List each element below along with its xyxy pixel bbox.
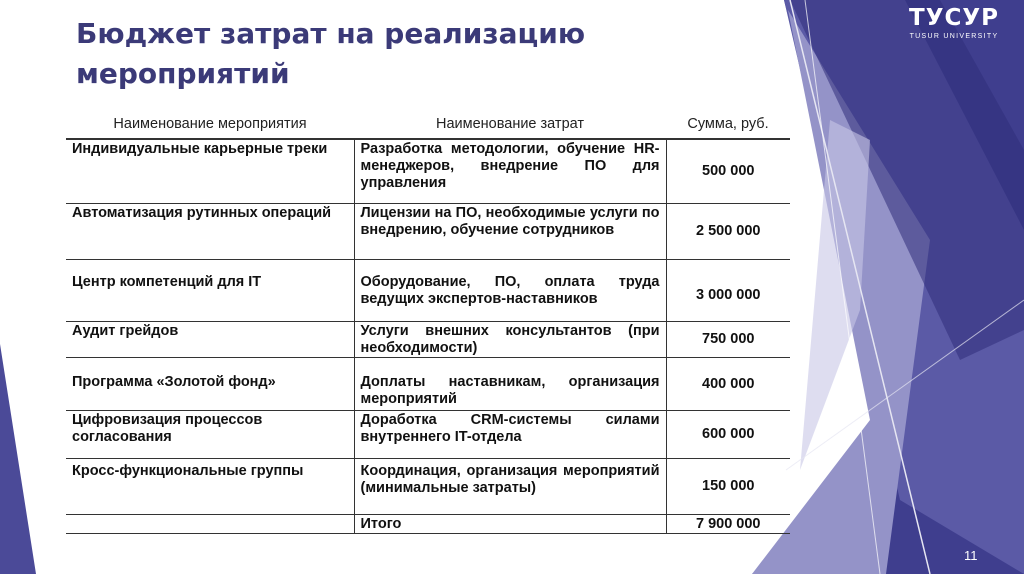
header-event: Наименование мероприятия [66, 110, 354, 139]
table-row [66, 458, 790, 514]
slide-title: Бюджет затрат на реализацию мероприятий [76, 17, 586, 90]
left-corner-triangle [0, 344, 36, 574]
costs-cell: Доработка CRM-системы силами внутреннего IT-отдела [354, 410, 666, 458]
page-number: 11 [964, 548, 978, 563]
event-cell: Автоматизация рутинных операций [66, 203, 354, 259]
costs-cell: Координация, организация мероприятий (минимальные затраты) [354, 458, 666, 514]
event-cell: Центр компетенций для IT [66, 259, 354, 321]
table-row [66, 410, 790, 458]
total-label-cell: Итого [354, 514, 666, 533]
university-logo [898, 4, 1010, 41]
costs-cell: Оборудование, ПО, оплата труда ведущих экспертов-наставников [354, 259, 666, 321]
table-row [66, 357, 790, 410]
table-header-row [66, 110, 790, 139]
amount-cell: 150 000 [666, 458, 790, 514]
amount-cell: 750 000 [666, 321, 790, 357]
table-row [66, 321, 790, 357]
event-cell: Аудит грейдов [66, 321, 354, 357]
logo-sub-text: TUSUR UNIVERSITY [909, 33, 999, 40]
amount-cell: 2 500 000 [666, 203, 790, 259]
costs-cell: Доплаты наставникам, организация мероприятий [354, 357, 666, 410]
event-cell [66, 514, 354, 533]
costs-cell: Лицензии на ПО, необходимые услуги по внедрению, обучение сотрудников [354, 203, 666, 259]
logo-main-text: ТУСУР [909, 5, 999, 31]
event-cell: Индивидуальные карьерные треки [66, 139, 354, 203]
table-row [66, 259, 790, 321]
total-amount-cell: 7 900 000 [666, 514, 790, 533]
amount-cell: 3 000 000 [666, 259, 790, 321]
costs-cell: Услуги внешних консультантов (при необходимости) [354, 321, 666, 357]
amount-cell: 500 000 [666, 139, 790, 203]
table-row [66, 203, 790, 259]
costs-cell: Разработка методологии, обучение HR-менеджеров, внедрение ПО для управления [354, 139, 666, 203]
table-total-row [66, 514, 790, 533]
budget-table [66, 110, 790, 534]
header-costs: Наименование затрат [354, 110, 666, 139]
header-amount: Сумма, руб. [666, 110, 790, 139]
amount-cell: 400 000 [666, 357, 790, 410]
event-cell: Программа «Золотой фонд» [66, 357, 354, 410]
amount-cell: 600 000 [666, 410, 790, 458]
event-cell: Цифровизация процессов согласования [66, 410, 354, 458]
event-cell: Кросс-функциональные группы [66, 458, 354, 514]
table-row [66, 139, 790, 203]
